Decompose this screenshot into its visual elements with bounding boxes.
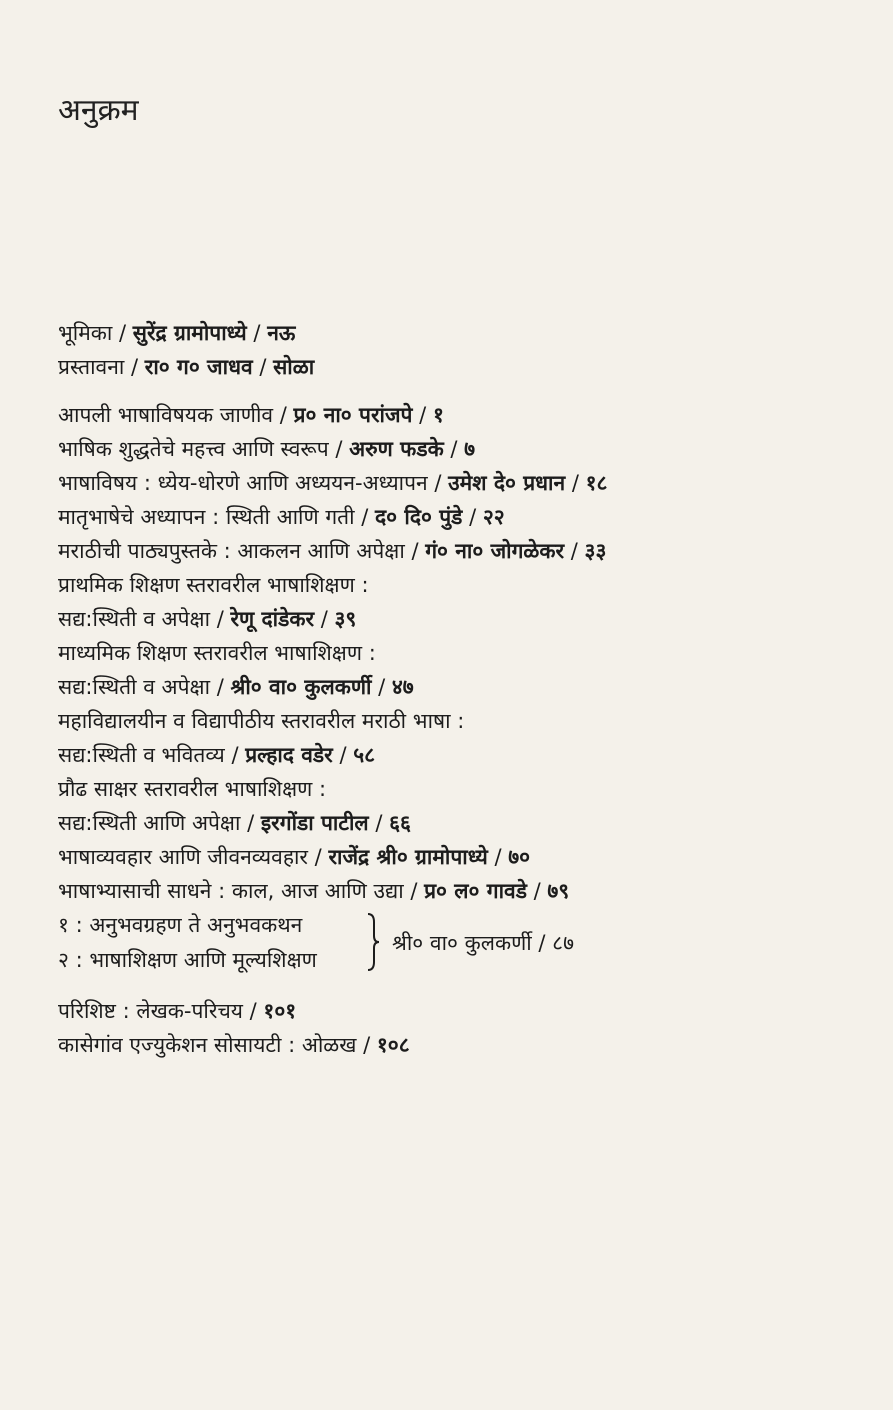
toc-entry xyxy=(58,534,858,568)
toc-entry xyxy=(58,806,858,840)
entry-author: रेणू दांडेकर xyxy=(230,607,315,631)
entry-author: गं० ना० जोगळेकर xyxy=(425,539,565,563)
separator: / xyxy=(210,675,231,699)
entry-page: ६६ xyxy=(389,811,411,835)
entry-title: सद्य:स्थिती व अपेक्षा xyxy=(58,675,211,699)
separator: / xyxy=(526,879,548,903)
entry-title: मातृभाषेचे अध्यापन : स्थिती आणि गती xyxy=(58,505,355,529)
entry-page: ५८ xyxy=(353,743,376,767)
entry-title: भाषाभ्यासाची साधने : काल, आज आणि उद्या xyxy=(58,879,404,903)
toc-entry-heading: महाविद्यालयीन व विद्यापीठीय स्तरावरील मराठी भाषा : xyxy=(58,709,465,733)
separator: / xyxy=(252,355,274,379)
entry-title: प्रस्तावना xyxy=(58,355,125,379)
separator: / xyxy=(273,403,294,427)
group-item: १ : अनुभवग्रहण ते अनुभवकथन xyxy=(58,913,303,937)
entry-title: सद्य:स्थिती आणि अपेक्षा xyxy=(58,811,241,835)
entry-author: श्री० वा० कुलकर्णी xyxy=(392,931,532,955)
separator: / xyxy=(332,743,354,767)
toc-entry xyxy=(58,398,858,432)
entry-author: प्र० ना० परांजपे xyxy=(293,403,413,427)
separator: / xyxy=(210,607,231,631)
separator: / xyxy=(565,471,586,495)
separator: / xyxy=(443,437,465,461)
toc-entry xyxy=(58,602,858,636)
toc-entry-heading: प्रौढ साक्षर स्तरावरील भाषाशिक्षण : xyxy=(58,777,327,801)
separator: / xyxy=(240,811,261,835)
entry-title: भूमिका xyxy=(58,321,113,345)
entry-title: सद्य:स्थिती व भवितव्य xyxy=(58,743,225,767)
toc-entry xyxy=(58,466,858,500)
entry-title: भाषिक शुद्धतेचे महत्त्व आणि स्वरूप xyxy=(58,437,329,461)
toc-entry-appendix xyxy=(58,994,858,1028)
entry-author: सुरेंद्र ग्रामोपाध्ये xyxy=(132,321,247,345)
entry-title: आपली भाषाविषयक जाणीव xyxy=(58,403,274,427)
separator: / xyxy=(462,505,483,529)
separator: / xyxy=(368,811,390,835)
separator: / xyxy=(531,931,553,955)
separator: / xyxy=(354,505,376,529)
entry-author: अरुण फडके xyxy=(349,437,444,461)
entry-author: रा० ग० जाधव xyxy=(144,355,253,379)
separator: / xyxy=(224,743,246,767)
toc-entry-preface xyxy=(58,316,858,350)
entry-page: नऊ xyxy=(267,321,296,345)
toc-entry-heading: माध्यमिक शिक्षण स्तरावरील भाषाशिक्षण : xyxy=(58,641,376,665)
entry-author: उमेश दे० प्रधान xyxy=(448,471,566,495)
entry-page: ७० xyxy=(508,845,531,869)
toc-entry xyxy=(58,738,858,772)
separator: / xyxy=(328,437,350,461)
toc-entry xyxy=(58,840,858,874)
separator: / xyxy=(308,845,329,869)
separator: / xyxy=(314,607,335,631)
separator: / xyxy=(356,1033,377,1057)
group-item: २ : भाषाशिक्षण आणि मूल्यशिक्षण xyxy=(58,948,317,972)
curly-brace-icon xyxy=(366,912,380,972)
page-title: अनुक्रम xyxy=(58,93,139,128)
separator: / xyxy=(124,355,145,379)
separator: / xyxy=(564,539,585,563)
separator: / xyxy=(412,403,433,427)
separator: / xyxy=(404,539,426,563)
entry-page: १८ xyxy=(585,471,608,495)
entry-page: १ xyxy=(432,403,444,427)
toc-entry-foreword xyxy=(58,350,858,384)
toc-entry xyxy=(58,874,858,908)
entry-title: सद्य:स्थिती व अपेक्षा xyxy=(58,607,211,631)
entry-author: प्र० ल० गावडे xyxy=(424,879,527,903)
entry-title: मराठीची पाठ्यपुस्तके : आकलन आणि अपेक्षा xyxy=(58,539,405,563)
entry-author: प्रल्हाद वडेर xyxy=(245,743,333,767)
table-of-contents xyxy=(58,316,858,1062)
entry-page: सोळा xyxy=(273,355,315,379)
entry-page: १०८ xyxy=(376,1033,410,1057)
entry-page: ३९ xyxy=(334,607,357,631)
entry-page: ७ xyxy=(464,437,476,461)
entry-title: कासेगांव एज्युकेशन सोसायटी : ओळख xyxy=(58,1033,357,1057)
entry-title: परिशिष्ट : लेखक-परिचय xyxy=(58,999,243,1023)
toc-grouped-entries xyxy=(58,908,858,978)
separator: / xyxy=(403,879,425,903)
separator: / xyxy=(112,321,133,345)
entry-author: इरगोंडा पाटील xyxy=(260,811,369,835)
entry-page: ३३ xyxy=(584,539,607,563)
toc-entry xyxy=(58,670,858,704)
entry-page: ७९ xyxy=(547,879,570,903)
toc-entry xyxy=(58,500,858,534)
entry-page: २२ xyxy=(482,505,505,529)
separator: / xyxy=(242,999,264,1023)
entry-author: द० दि० पुंडे xyxy=(375,505,463,529)
entry-page: ८७ xyxy=(552,931,575,955)
separator: / xyxy=(427,471,449,495)
toc-entry-heading: प्राथमिक शिक्षण स्तरावरील भाषाशिक्षण : xyxy=(58,573,369,597)
group-author-line xyxy=(392,926,574,960)
entry-author: श्री० वा० कुलकर्णी xyxy=(230,675,372,699)
toc-entry-society xyxy=(58,1028,858,1062)
entry-author: राजेंद्र श्री० ग्रामोपाध्ये xyxy=(328,845,488,869)
entry-page: १०१ xyxy=(263,999,297,1023)
separator: / xyxy=(371,675,392,699)
toc-entry xyxy=(58,432,858,466)
separator: / xyxy=(246,321,268,345)
entry-page: ४७ xyxy=(391,675,414,699)
entry-title: भाषाव्यवहार आणि जीवनव्यवहार xyxy=(58,845,308,869)
separator: / xyxy=(487,845,509,869)
entry-title: भाषाविषय : ध्येय-धोरणे आणि अध्ययन-अध्यापन xyxy=(58,471,428,495)
